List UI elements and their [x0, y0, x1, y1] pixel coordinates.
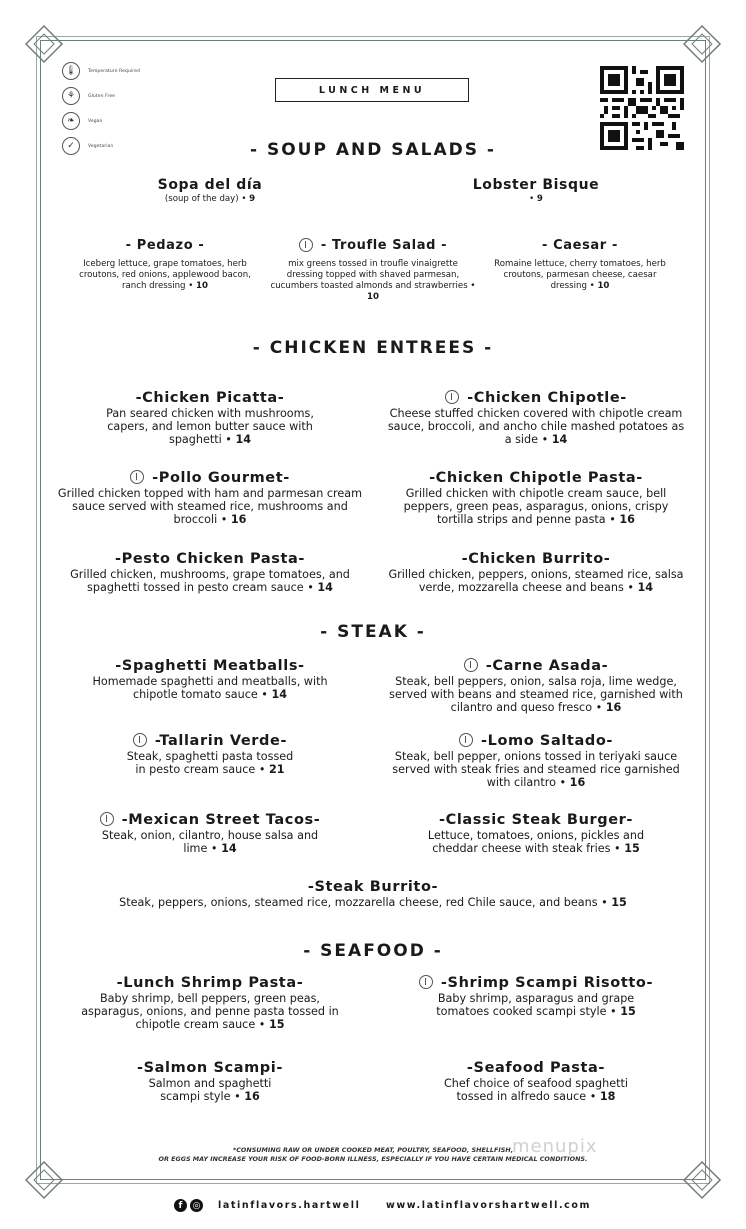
dish-name: - Troufle Salad -: [320, 238, 448, 253]
gluten-free-icon: [100, 812, 114, 826]
website-link[interactable]: www.latinflavorshartwell.com: [386, 1200, 592, 1211]
dish-price: 9: [249, 194, 256, 204]
dish-name: -Chicken Chipotle-: [467, 390, 627, 406]
dish-mexican-street-tacos: [60, 812, 360, 855]
dish-description: Pan seared chicken with mushrooms, capers, and lemon butter sauce with spaghetti •: [106, 407, 314, 446]
disclaimer-line-1: *CONSUMING RAW OR UNDER COOKED MEAT, POULTRY, SEAFOOD, SHELLFISH,: [232, 1146, 514, 1154]
dish-description: Iceberg lettuce, grape tomatoes, herb croutons, red onions, applewood bacon, ranch dressing •: [79, 259, 251, 291]
dish-description: Chef choice of seafood spaghetti tossed in alfredo sauce •: [444, 1077, 628, 1103]
dish-price: 14: [271, 688, 288, 701]
dish-description: Grilled chicken with chipotle cream sauce, bell peppers, green peas, asparagus, onions, crispy tortilla strips and penne pasta •: [403, 487, 669, 526]
gluten-free-icon: [130, 470, 144, 484]
dish-description: Salmon and spaghetti scampi style •: [148, 1077, 272, 1103]
dish-name: Sopa del día: [157, 177, 263, 193]
dish-price: 14: [637, 581, 654, 594]
dish-name: -Chicken Burrito-: [461, 551, 611, 567]
instagram-icon[interactable]: ◎: [190, 1199, 203, 1212]
dish-price: 10: [367, 292, 379, 302]
dish-description: •: [529, 194, 537, 204]
dish-price: 16: [605, 701, 622, 714]
wheat-icon: ⚘: [62, 87, 80, 105]
dish-name: - Pedazo -: [125, 238, 205, 253]
dish-tallarin-verde: [60, 733, 360, 776]
dish-price: 16: [619, 513, 635, 526]
dish-price: 15: [620, 1005, 636, 1018]
qr-code[interactable]: [600, 66, 684, 150]
dish-troufle-salad: [270, 237, 476, 303]
dish-description: Steak, bell peppers, onion, salsa roja, lime wedge, served with beans and steamed rice, garnished with cilantro and queso fresco •: [389, 675, 683, 714]
corner-ornament-bottom-left: [22, 1158, 66, 1202]
section-heading-steak: - STEAK -: [320, 622, 426, 642]
dish-price: 14: [317, 581, 333, 594]
legend-vegan: [62, 112, 102, 130]
menu-title: LUNCH MENU: [275, 78, 469, 102]
social-handle[interactable]: latinflavors.hartwell: [218, 1200, 361, 1211]
dish-lomo-saltado: [380, 733, 692, 789]
dish-name: Lobster Bisque: [472, 177, 600, 193]
dish-seafood-pasta: [386, 1060, 686, 1103]
dish-description: Grilled chicken topped with ham and parmesan cream sauce served with steamed rice, mushrooms and broccoli •: [57, 487, 363, 526]
social-icons: [174, 1199, 203, 1212]
dish-name: -Tallarin Verde-: [154, 733, 288, 749]
dish-name: -Seafood Pasta-: [466, 1060, 606, 1076]
dish-name: -Pollo Gourmet-: [152, 470, 290, 486]
corner-ornament-bottom-right: [680, 1158, 724, 1202]
dish-description: Cheese stuffed chicken covered with chipotle cream sauce, broccoli, and ancho chile mashed potatoes as a side •: [387, 407, 685, 446]
legend-temperature: [62, 62, 140, 80]
legend-label: Gluten Free: [88, 93, 116, 99]
dish-chicken-chipotle: [386, 390, 686, 446]
check-leaf-icon: ✓: [62, 137, 80, 155]
dish-name: -Spaghetti Meatballs-: [115, 658, 305, 674]
dish-name: -Salmon Scampi-: [137, 1060, 283, 1076]
dish-pesto-chicken-pasta: [55, 551, 365, 594]
legend-label: Vegetarian: [88, 143, 114, 149]
dish-chicken-chipotle-pasta: [384, 470, 688, 526]
dish-chicken-burrito: [386, 551, 686, 594]
legend-label: Vegan: [88, 118, 103, 124]
legend-label: Temperature Required: [88, 68, 140, 74]
dish-shrimp-scampi-risotto: [386, 975, 686, 1018]
dish-description: Grilled chicken, peppers, onions, steamed rice, salsa verde, mozzarella cheese and beans •: [388, 568, 684, 594]
dish-price: 14: [235, 433, 252, 446]
facebook-icon[interactable]: f: [174, 1199, 187, 1212]
dish-price: 18: [599, 1090, 616, 1103]
section-heading-seafood: - SEAFOOD -: [303, 941, 443, 961]
leaf-icon: ❧: [62, 112, 80, 130]
dish-price: 15: [611, 896, 627, 909]
dish-description: Grilled chicken, mushrooms, grape tomatoes, and spaghetti tossed in pesto cream sauce •: [70, 568, 350, 594]
dish-description: Steak, onion, cilantro, house salsa and lime •: [101, 829, 319, 855]
dish-description: Lettuce, tomatoes, onions, pickles and cheddar cheese with steak fries •: [427, 829, 645, 855]
section-heading-chicken-entrees: - CHICKEN ENTREES -: [252, 338, 494, 358]
gluten-free-icon: [445, 390, 459, 404]
dish-steak-burrito: [60, 879, 686, 909]
disclaimer-line-2: OR EGGS MAY INCREASE YOUR RISK OF FOOD-BORN ILLNESS, ESPECIALLY IF YOU HAVE CERTAIN MEDICAL CONDITIONS.: [158, 1155, 588, 1163]
dish-description: Homemade spaghetti and meatballs, with chipotle tomato sauce •: [92, 675, 328, 701]
dish-caesar: [490, 237, 670, 292]
dish-description: Steak, peppers, onions, steamed rice, mozzarella cheese, red Chile sauce, and beans •: [119, 896, 612, 909]
dish-name: -Shrimp Scampi Risotto-: [440, 975, 654, 991]
food-safety-disclaimer: [0, 1146, 746, 1164]
gluten-free-icon: [299, 238, 313, 252]
dish-price: 15: [268, 1018, 285, 1031]
gluten-free-icon: [459, 733, 473, 747]
legend-gluten-free: [62, 87, 115, 105]
dish-price: 16: [244, 1090, 260, 1103]
dish-name: -Chicken Picatta-: [135, 390, 285, 406]
dish-description: Steak, spaghetti pasta tossed in pesto cream sauce •: [126, 750, 294, 776]
dish-pollo-gourmet: [55, 470, 365, 526]
dish-name: -Lomo Saltado-: [480, 733, 613, 749]
gluten-free-icon: [419, 975, 433, 989]
dish-description: Steak, bell pepper, onions tossed in teriyaki sauce served with steak fries and steamed rice garnished with cilantro •: [392, 750, 680, 789]
dish-name: -Carne Asada-: [485, 658, 609, 674]
thermometer-icon: 🌡︎: [62, 62, 80, 80]
section-heading-soup-and-salads: - SOUP AND SALADS -: [250, 140, 496, 160]
dish-price: 14: [221, 842, 237, 855]
dish-carne-asada: [380, 658, 692, 714]
dish-name: -Steak Burrito-: [307, 879, 439, 895]
dish-price: 10: [196, 281, 208, 291]
dish-description: mix greens tossed in troufle vinaigrette dressing topped with shaved parmesan, cucumbers toasted almonds and strawberries •: [270, 259, 476, 291]
gluten-free-icon: [133, 733, 147, 747]
dish-pedazo: [75, 237, 255, 292]
dish-lunch-shrimp-pasta: [60, 975, 360, 1031]
corner-ornament-top-right: [680, 22, 724, 66]
dish-chicken-picatta: [60, 390, 360, 446]
dish-description: Romaine lettuce, cherry tomatoes, herb croutons, parmesan cheese, caesar dressing •: [494, 259, 666, 291]
dish-description: Baby shrimp, bell peppers, green peas, asparagus, onions, and penne pasta tossed in chipotle cream sauce •: [81, 992, 339, 1031]
dish-classic-steak-burger: [386, 812, 686, 855]
dish-price: 15: [624, 842, 640, 855]
dish-price: 21: [269, 763, 285, 776]
corner-ornament-top-left: [22, 22, 66, 66]
dish-description: (soup of the day) •: [164, 194, 250, 204]
dish-name: -Lunch Shrimp Pasta-: [116, 975, 304, 991]
dish-name: -Classic Steak Burger-: [438, 812, 634, 828]
gluten-free-icon: [464, 658, 478, 672]
dish-spaghetti-meatballs: [60, 658, 360, 701]
dish-name: -Chicken Chipotle Pasta-: [429, 470, 643, 486]
dish-sopa-del-dia: [110, 177, 310, 205]
dish-name: -Pesto Chicken Pasta-: [114, 551, 306, 567]
dish-price: 14: [551, 433, 568, 446]
dish-description: Baby shrimp, asparagus and grape tomatoes cooked scampi style •: [436, 992, 635, 1018]
watermark: menupix: [512, 1136, 598, 1157]
dish-price: 16: [230, 513, 247, 526]
dish-price: 10: [597, 281, 610, 291]
dish-name: - Caesar -: [542, 238, 618, 253]
dish-price: 16: [569, 776, 586, 789]
dish-lobster-bisque: [436, 177, 636, 205]
dish-price: 9: [536, 194, 543, 204]
dish-salmon-scampi: [60, 1060, 360, 1103]
dish-name: -Mexican Street Tacos-: [121, 812, 321, 828]
